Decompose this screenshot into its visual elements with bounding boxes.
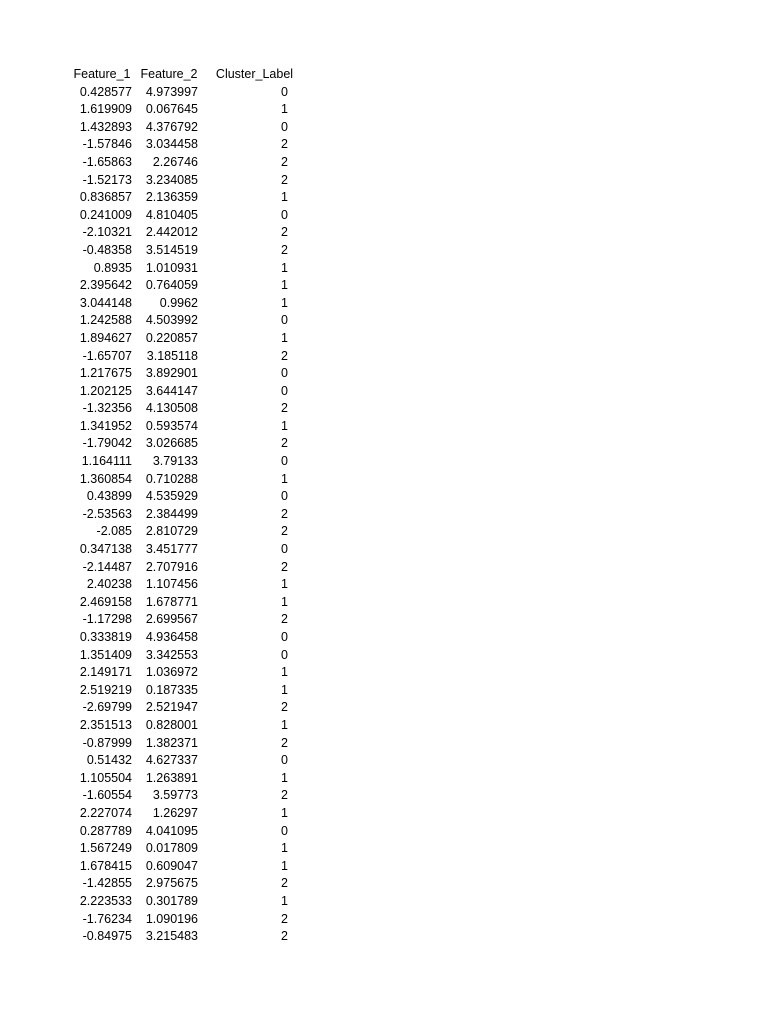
cell-feature-2[interactable]: 3.026685 [145,436,198,451]
cell-feature-2[interactable]: 1.678771 [145,594,198,609]
table-row [66,858,307,876]
cell-feature-2[interactable]: 3.034458 [145,137,198,152]
header-row [66,66,307,84]
cell-cluster-label[interactable]: 1 [281,805,288,820]
cell-feature-1[interactable]: -1.79042 [82,436,132,451]
cell-cluster-label[interactable]: 0 [281,119,288,134]
table-row [66,823,307,841]
cell-feature-2[interactable]: 0.017809 [145,841,198,856]
cell-cluster-label[interactable]: 2 [281,436,288,451]
cell-feature-1[interactable]: 1.894627 [79,330,132,345]
cell-feature-2[interactable]: 4.810405 [145,207,198,222]
cell-feature-1[interactable]: -2.10321 [82,225,132,240]
cell-feature-1[interactable]: 1.351409 [79,647,132,662]
cell-feature-2[interactable]: 3.342553 [145,647,198,662]
cell-feature-1[interactable]: -1.57846 [82,137,132,152]
cell-cluster-label[interactable]: 1 [281,594,288,609]
cell-feature-1[interactable]: -0.87999 [82,735,132,750]
cell-cluster-label[interactable]: 1 [281,330,288,345]
table-row [66,629,307,647]
cell-feature-2[interactable]: 3.215483 [145,929,198,944]
table-row [66,101,307,119]
cell-feature-1[interactable]: -1.32356 [82,401,132,416]
cell-cluster-label[interactable]: 0 [281,489,288,504]
cell-feature-1[interactable]: -2.69799 [82,700,132,715]
cell-feature-1[interactable]: 0.8935 [93,260,132,275]
cell-cluster-label[interactable]: 0 [281,313,288,328]
cell-cluster-label[interactable]: 2 [281,137,288,152]
cell-feature-2[interactable]: 3.451777 [145,542,198,557]
cell-feature-2[interactable]: 2.699567 [145,612,198,627]
cell-cluster-label[interactable]: 2 [281,735,288,750]
header-cluster-label[interactable]: Cluster_Label [215,67,294,81]
header-feature-1[interactable]: Feature_1 [73,67,131,81]
table-row [66,928,307,946]
cell-feature-2[interactable]: 1.090196 [145,911,198,926]
table-row [66,312,307,330]
cell-feature-2[interactable]: 0.828001 [145,717,198,732]
cell-feature-2[interactable]: 4.535929 [145,489,198,504]
table-row [66,647,307,665]
cell-feature-1[interactable]: -1.65863 [82,154,132,169]
cell-cluster-label[interactable]: 2 [281,700,288,715]
cell-feature-1[interactable]: 1.432893 [79,119,132,134]
cell-feature-1[interactable]: 0.347138 [79,542,132,557]
cell-cluster-label[interactable]: 1 [281,858,288,873]
cell-feature-1[interactable]: 2.351513 [79,717,132,732]
table-row [66,224,307,242]
header-feature-2[interactable]: Feature_2 [140,67,198,81]
cell-feature-1[interactable]: 1.341952 [79,418,132,433]
cell-feature-1[interactable]: -2.085 [96,524,132,539]
cell-feature-2[interactable]: 4.936458 [145,630,198,644]
table-row [66,787,307,805]
cell-feature-1[interactable]: 1.164111 [81,454,132,469]
table-row [66,911,307,929]
cell-cluster-label[interactable]: 2 [281,929,288,944]
table-row [66,488,307,506]
cell-feature-1[interactable]: 0.51432 [86,753,132,768]
cell-feature-1[interactable]: 2.469158 [79,594,132,609]
cell-feature-2[interactable]: 2.384499 [145,506,198,521]
cell-cluster-label[interactable]: 2 [281,612,288,627]
cell-feature-1[interactable]: 3.044148 [79,295,132,310]
table-row [66,523,307,541]
cell-feature-1[interactable]: -2.14487 [82,559,132,574]
table-row [66,682,307,700]
cell-feature-2[interactable]: 1.107456 [145,577,198,592]
cell-feature-2[interactable]: 3.185118 [146,348,198,363]
cell-feature-1[interactable]: -0.84975 [82,929,132,944]
cell-feature-2[interactable]: 1.010931 [145,260,198,275]
cell-feature-2[interactable]: 0.9962 [159,295,198,310]
table-row [66,84,307,102]
cell-feature-2[interactable]: 0.764059 [145,278,198,293]
cell-feature-1[interactable]: -1.60554 [82,788,132,803]
cell-feature-1[interactable]: 1.678415 [79,858,132,873]
table-row [66,770,307,788]
table-row [66,383,307,401]
cell-feature-1[interactable]: 2.149171 [79,665,132,680]
cell-cluster-label[interactable]: 1 [281,260,288,275]
cell-cluster-label[interactable]: 2 [281,524,288,539]
cell-feature-1[interactable]: 2.519219 [79,682,132,697]
cell-cluster-label[interactable]: 1 [281,717,288,732]
cell-feature-1[interactable]: 0.333819 [79,630,132,644]
table-row [66,594,307,612]
table-row [66,893,307,911]
cell-cluster-label[interactable]: 1 [281,665,288,680]
cell-feature-2[interactable]: 0.187335 [145,682,198,697]
cell-feature-1[interactable]: 2.223533 [79,893,132,908]
cell-cluster-label[interactable]: 2 [281,506,288,521]
cell-cluster-label[interactable]: 1 [281,471,288,486]
cell-cluster-label[interactable]: 2 [281,876,288,891]
cell-feature-2[interactable]: 0.220857 [145,330,198,345]
table-row [66,400,307,418]
table-row [66,260,307,278]
table-row [66,365,307,383]
table-row [66,805,307,823]
cell-feature-1[interactable]: -1.76234 [82,911,132,926]
table-row [66,119,307,137]
table-row [66,735,307,753]
table-row [66,189,307,207]
table-row [66,295,307,313]
cell-feature-2[interactable]: 2.975675 [145,876,198,891]
table-row [66,330,307,348]
cell-feature-2[interactable]: 3.514519 [145,242,198,257]
cell-feature-1[interactable]: 1.202125 [79,383,132,398]
cell-feature-1[interactable]: 2.40238 [86,577,132,592]
cell-cluster-label[interactable]: 1 [281,295,288,310]
cell-cluster-label[interactable]: 2 [281,348,288,363]
cell-feature-1[interactable]: -1.52173 [82,172,132,187]
cell-feature-1[interactable]: -1.65707 [82,348,132,363]
table-row [66,471,307,489]
table-row [66,576,307,594]
cell-cluster-label[interactable]: 1 [281,893,288,908]
cell-cluster-label[interactable]: 2 [281,559,288,574]
table-row [66,699,307,717]
cell-feature-2[interactable]: 4.376792 [145,119,198,134]
table-row [66,506,307,524]
cell-cluster-label[interactable]: 2 [281,401,288,416]
cell-cluster-label[interactable]: 0 [281,823,288,838]
table-body [66,84,307,946]
cell-feature-2[interactable]: 4.503992 [145,313,198,328]
cell-cluster-label[interactable]: 1 [281,278,288,293]
table-row [66,418,307,436]
cell-feature-2[interactable]: 2.26746 [152,154,198,169]
cell-feature-2[interactable]: 0.301789 [145,893,198,908]
cell-feature-1[interactable]: 1.105504 [79,770,132,785]
cell-cluster-label[interactable]: 0 [281,207,288,222]
table-row [66,559,307,577]
table-row [66,154,307,172]
cell-feature-1[interactable]: 1.567249 [79,841,132,856]
cell-feature-2[interactable]: 2.707916 [145,559,198,574]
cell-cluster-label[interactable]: 2 [281,788,288,803]
cell-feature-2[interactable]: 4.130508 [145,401,198,416]
cell-cluster-label[interactable]: 0 [281,542,288,557]
table-row [66,435,307,453]
cell-feature-2[interactable]: 3.59773 [152,788,198,803]
cell-feature-1[interactable]: 1.217675 [79,366,132,381]
cell-feature-1[interactable]: -0.48358 [82,242,132,257]
cell-cluster-label[interactable]: 2 [281,172,288,187]
cell-feature-2[interactable]: 2.810729 [145,524,198,539]
table-row [66,875,307,893]
cell-feature-2[interactable]: 0.593574 [145,418,198,433]
cell-feature-2[interactable]: 4.041095 [145,823,198,838]
cell-feature-2[interactable]: 1.382371 [145,735,198,750]
cell-feature-2[interactable]: 3.892901 [145,366,198,381]
cell-cluster-label[interactable]: 0 [281,753,288,768]
table-row [66,136,307,154]
cell-feature-1[interactable]: -1.17298 [82,612,132,627]
cell-feature-1[interactable]: 0.836857 [79,190,132,205]
cell-cluster-label[interactable]: 2 [281,225,288,240]
cell-feature-2[interactable]: 4.973997 [145,84,198,99]
cell-cluster-label[interactable]: 0 [281,383,288,398]
cell-feature-2[interactable]: 3.79133 [152,454,198,469]
table-row [66,172,307,190]
cell-feature-2[interactable]: 0.609047 [145,858,198,873]
cell-cluster-label[interactable]: 1 [281,190,288,205]
cell-cluster-label[interactable]: 1 [281,841,288,856]
table-row [66,840,307,858]
table-row [66,348,307,366]
cell-feature-2[interactable]: 2.136359 [145,190,198,205]
cell-feature-1[interactable]: 1.619909 [79,102,132,117]
cell-cluster-label[interactable]: 1 [281,770,288,785]
cell-feature-2[interactable]: 2.442012 [145,225,198,240]
cell-cluster-label[interactable]: 0 [281,630,288,644]
cell-feature-1[interactable]: 0.287789 [79,823,132,838]
cell-feature-2[interactable]: 1.26297 [152,805,198,820]
cell-feature-2[interactable]: 2.521947 [145,700,198,715]
cell-feature-1[interactable]: 1.360854 [79,471,132,486]
table-row [66,752,307,770]
cell-feature-1[interactable]: -2.53563 [82,506,132,521]
table-row [66,541,307,559]
table-row [66,664,307,682]
cell-cluster-label[interactable]: 2 [281,911,288,926]
cell-feature-2[interactable]: 3.644147 [145,383,198,398]
table-row [66,453,307,471]
cell-cluster-label[interactable]: 2 [281,154,288,169]
table-row [66,207,307,225]
cell-cluster-label[interactable]: 1 [281,577,288,592]
cell-cluster-label[interactable]: 1 [281,102,288,117]
table-row [66,277,307,295]
cell-cluster-label[interactable]: 0 [281,84,288,99]
cell-feature-1[interactable]: 2.227074 [79,805,132,820]
cell-feature-2[interactable]: 3.234085 [145,172,198,187]
table-row [66,717,307,735]
cell-feature-1[interactable]: -1.42855 [82,876,132,891]
cell-feature-2[interactable]: 1.036972 [145,665,198,680]
cell-feature-1[interactable]: 0.428577 [79,84,132,99]
cell-cluster-label[interactable]: 0 [281,647,288,662]
table-row [66,242,307,260]
cell-cluster-label[interactable]: 0 [281,454,288,469]
cell-cluster-label[interactable]: 1 [281,418,288,433]
cell-feature-1[interactable]: 0.43899 [86,489,132,504]
cell-feature-1[interactable]: 2.395642 [79,278,132,293]
cell-feature-1[interactable]: 0.241009 [79,207,132,222]
cell-cluster-label[interactable]: 2 [281,242,288,257]
cell-feature-2[interactable]: 4.627337 [145,753,198,768]
cell-feature-2[interactable]: 1.263891 [145,770,198,785]
data-table [66,66,307,946]
table-row [66,611,307,629]
cell-feature-1[interactable]: 1.242588 [79,313,132,328]
cell-cluster-label[interactable]: 0 [281,366,288,381]
cell-feature-2[interactable]: 0.067645 [145,102,198,117]
cell-feature-2[interactable]: 0.710288 [145,471,198,486]
cell-cluster-label[interactable]: 1 [281,682,288,697]
